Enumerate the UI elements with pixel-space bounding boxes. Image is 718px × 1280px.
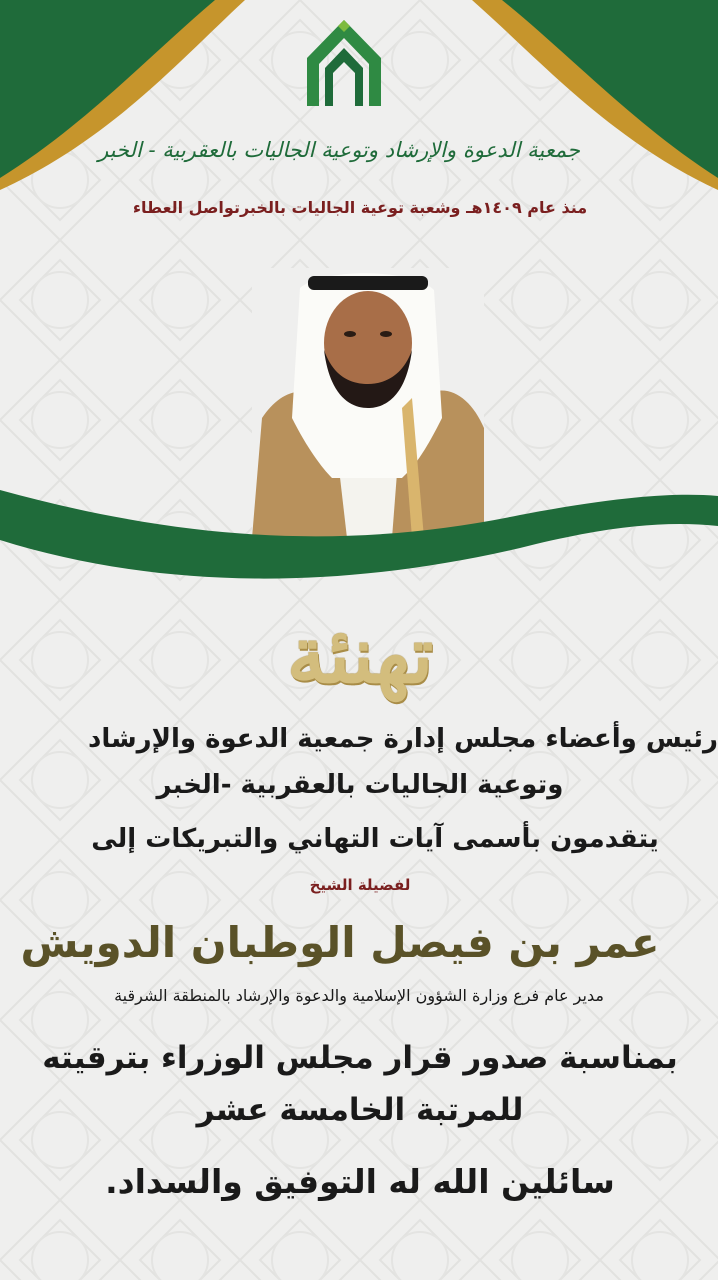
recipient-name: عمر بن فيصل الوطبان الدويش bbox=[20, 918, 660, 967]
occasion-line-2: للمرتبة الخامسة عشر bbox=[196, 1092, 524, 1128]
association-tagline: منذ عام ١٤٠٩هـ وشعبة توعية الجاليات بالخبرتواصل العطاء bbox=[132, 198, 588, 217]
greeting-heading: تهنئة bbox=[286, 610, 434, 701]
recipient-role: مدير عام فرع وزارة الشؤون الإسلامية والدعوة والإرشاد بالمنطقة الشرقية bbox=[114, 986, 604, 1005]
association-logo-icon bbox=[295, 18, 393, 110]
middle-wave-decoration bbox=[0, 470, 718, 600]
senders-line-2: وتوعية الجاليات بالعقربية -الخبر bbox=[156, 770, 564, 800]
occasion-line-1: بمناسبة صدور قرار مجلس الوزراء بترقيته bbox=[42, 1040, 678, 1076]
senders-line-1: رئيس وأعضاء مجلس إدارة جمعية الدعوة والإرشاد bbox=[87, 724, 718, 754]
honorific-title: لفضيلة الشيخ bbox=[309, 876, 411, 894]
association-name: جمعية الدعوة والإرشاد وتوعية الجاليات بالعقربية - الخبر bbox=[98, 138, 580, 162]
congratulation-line: يتقدمون بأسمى آيات التهاني والتبريكات إلى bbox=[91, 824, 659, 854]
closing-prayer: سائلين الله له التوفيق والسداد. bbox=[105, 1162, 615, 1201]
